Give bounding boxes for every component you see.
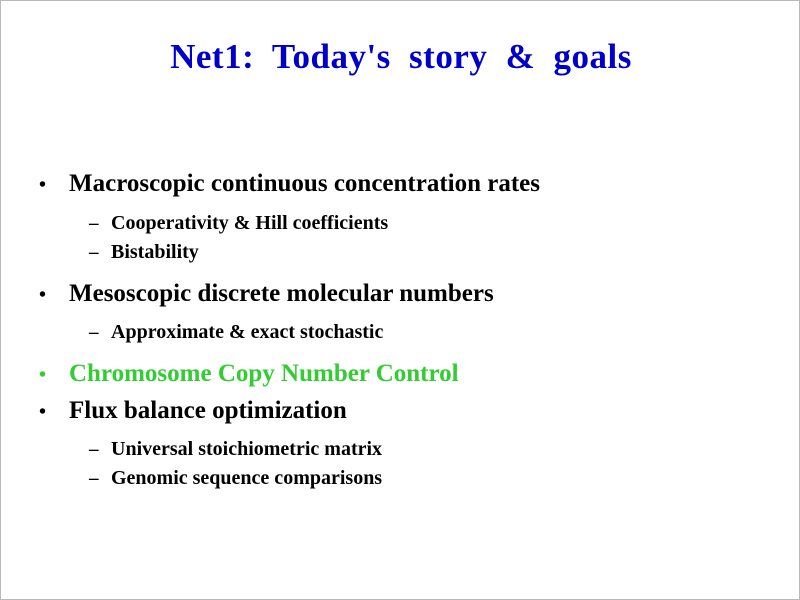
sub-bullet-item: [39, 240, 769, 265]
bullet-label: Cooperativity & Hill coefficients: [111, 211, 389, 234]
bullet-list: [39, 169, 769, 495]
bullet-dot-icon: •: [39, 364, 47, 386]
bullet-label: Flux balance optimization: [69, 396, 347, 424]
bullet-label: Bistability: [111, 240, 199, 263]
bullet-item: [39, 279, 769, 310]
page-title: Net1: Today's story & goals: [170, 37, 632, 76]
bullet-label: Genomic sequence comparisons: [111, 467, 383, 489]
bullet-item: [39, 169, 769, 200]
bullet-item: [39, 359, 769, 390]
bullet-label: Approximate & exact stochastic: [111, 321, 384, 343]
bullet-dot-icon: •: [39, 283, 47, 306]
bullet-dash-icon: –: [89, 439, 99, 460]
sub-bullet-item: [39, 466, 769, 491]
bullet-label: Mesoscopic discrete molecular numbers: [69, 279, 494, 307]
bullet-dash-icon: –: [89, 241, 99, 263]
bullet-label: Universal stoichiometric matrix: [111, 438, 383, 460]
sub-bullet-item: [39, 211, 769, 236]
bullet-item: [39, 396, 769, 427]
bullet-dot-icon: •: [39, 174, 47, 196]
bullet-dash-icon: –: [89, 322, 99, 343]
sub-bullet-item: [39, 437, 769, 462]
bullet-dash-icon: –: [89, 212, 99, 234]
bullet-dash-icon: –: [89, 468, 99, 489]
bullet-label: Macroscopic continuous concentration rates: [69, 170, 541, 197]
sub-bullet-item: [39, 320, 769, 345]
bullet-dot-icon: •: [39, 400, 47, 423]
bullet-label: Chromosome Copy Number Control: [69, 360, 459, 387]
